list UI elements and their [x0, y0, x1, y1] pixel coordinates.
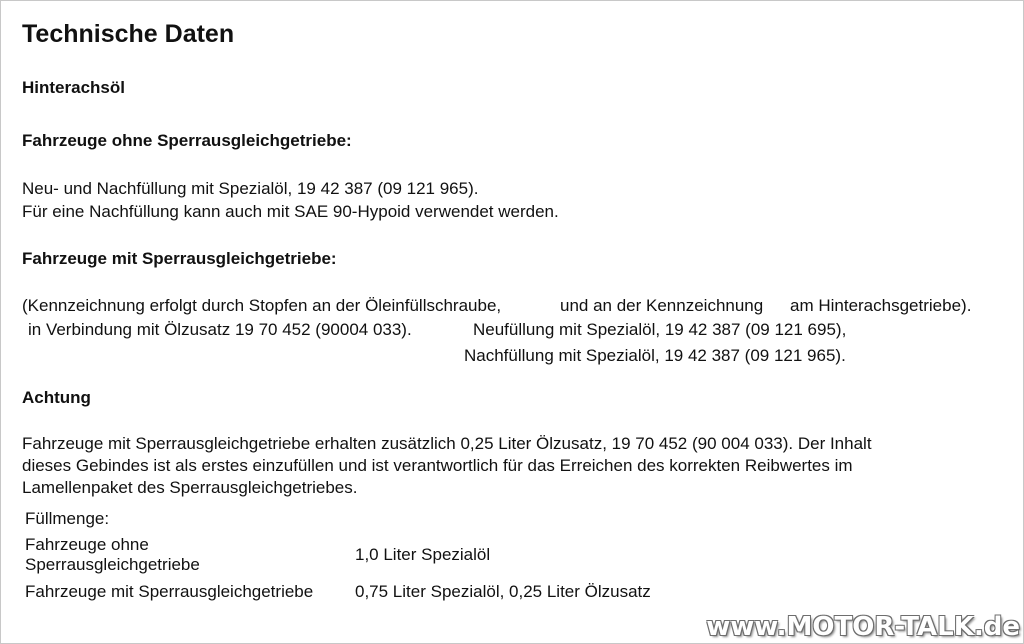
fill-quantity-label: Füllmenge: — [25, 509, 110, 528]
section-heading-rear-axle-oil: Hinterachsöl — [22, 78, 125, 97]
vehicle-cell — [22, 533, 352, 577]
without-lsd-line-2: Für eine Nachfüllung kann auch mit SAE 90-Hypoid verwendet werden. — [22, 202, 559, 221]
attention-line: Fahrzeuge mit Sperrausgleichgetriebe erhalten zusätzlich 0,25 Liter Ölzusatz, 19 70 452 (90 004 033). Der Inhalt — [22, 434, 872, 453]
attention-paragraph — [22, 433, 1012, 499]
attention-line: dieses Gebindes ist als erstes einzufüllen und ist verantwortlich für das Erreichen des korrekten Reibwertes im — [22, 456, 853, 475]
table-row — [22, 533, 654, 577]
heading-attention: Achtung — [22, 388, 91, 407]
without-lsd-line-1: Neu- und Nachfüllung mit Spezialöl, 19 42 387 (09 121 965). — [22, 179, 479, 198]
with-lsd-line-2b: Neufüllung mit Spezialöl, 19 42 387 (09 121 695), — [473, 320, 847, 339]
with-lsd-line-1b: und an der Kennzeichnung — [560, 296, 764, 315]
with-lsd-line-3: Nachfüllung mit Spezialöl, 19 42 387 (09 121 965). — [464, 346, 846, 365]
with-lsd-line-1a: (Kennzeichnung erfolgt durch Stopfen an der Öleinfüllschraube, — [22, 296, 502, 315]
table-row — [22, 577, 654, 607]
page-title: Technische Daten — [22, 20, 235, 48]
with-lsd-line-1c: am Hinterachsgetriebe). — [790, 296, 972, 315]
amount-cell: 0,75 Liter Spezialöl, 0,25 Liter Ölzusatz — [355, 582, 651, 601]
heading-with-lsd: Fahrzeuge mit Sperrausgleichgetriebe: — [22, 249, 337, 268]
with-lsd-line-2a: in Verbindung mit Ölzusatz 19 70 452 (90004 033). — [28, 320, 412, 339]
fill-quantity-table — [22, 533, 654, 607]
vehicle-label-line: Sperrausgleichgetriebe — [25, 555, 200, 574]
amount-cell: 1,0 Liter Spezialöl — [355, 545, 491, 564]
attention-line: Lamellenpaket des Sperrausgleichgetriebes. — [22, 478, 358, 497]
vehicle-label-line: Fahrzeuge ohne — [25, 535, 149, 554]
vehicle-cell: Fahrzeuge mit Sperrausgleichgetriebe — [25, 582, 314, 601]
heading-without-lsd: Fahrzeuge ohne Sperrausgleichgetriebe: — [22, 131, 352, 150]
site-watermark: www.MOTOR-TALK.de — [706, 612, 1020, 642]
